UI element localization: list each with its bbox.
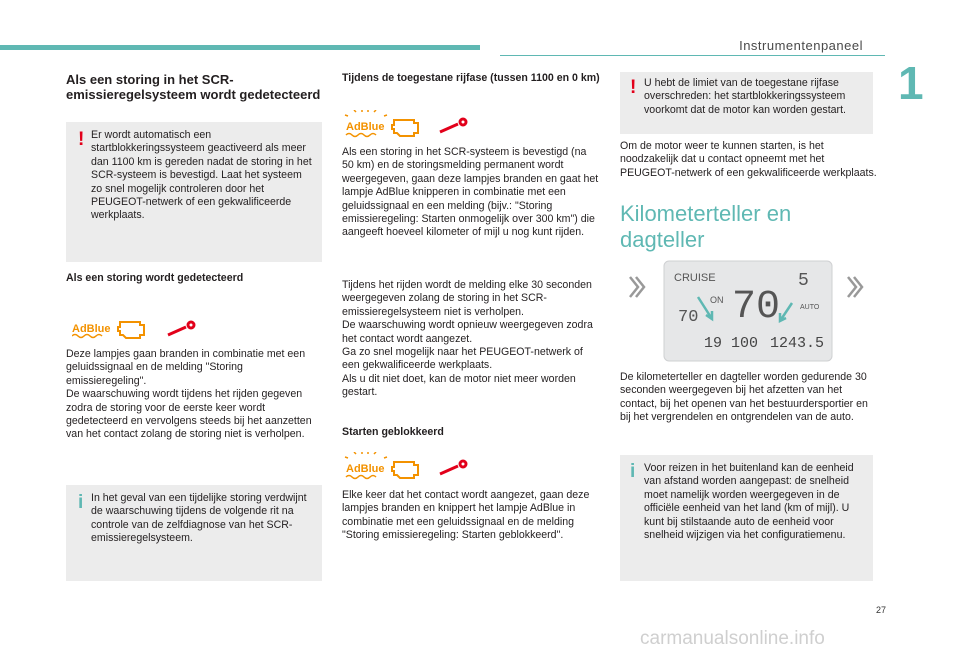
col1-info-box [66, 485, 322, 581]
auto-label: AUTO [800, 304, 820, 311]
col2-body3: Elke keer dat het contact wordt aangezet, gaan deze lampjes branden en knippert het lampje AdBlue in combinatie met een geluidssignaal en de melding "Storing emissieregeling: Starten geblokkeerd". [342, 489, 590, 542]
col1-body: Deze lampjes gaan branden in combinatie met een geluidssignaal en de melding "Storing emissieregeling". De waarschuwing wordt tijdens het rijden gegeven zodra de storing voor de eerste keer wordt gedetecteerd en vervolgens steeds bij het aanzetten van het contact zolang de storing niet is verholpen. [66, 348, 312, 441]
on-label: ON [710, 295, 724, 305]
col3-info-box [620, 455, 873, 581]
col3-section-title: Kilometerteller en dagteller [620, 201, 792, 252]
gear-indicator: 5 [798, 271, 809, 291]
col2-body2: Tijdens het rijden wordt de melding elke 30 seconden weergegeven zolang de storing in het SCR-emissieregelsysteem niet is verholpen. De waarschuwing wordt opnieuw weergegeven zodra het contact wordt aangezet. Ga zo snel mogelijk naar het PEUGEOT-netwerk of een gekwalificeerde werkplaats. Als u dit niet doet, kan de motor niet meer worden gestart. [342, 279, 593, 399]
col1-subtitle-wrap [66, 272, 321, 285]
engine-icon [392, 120, 418, 136]
col1-title: Als een storing in het SCR-emissieregelsysteem wordt gedetecteerd [66, 72, 321, 102]
col1-warning-icons [72, 315, 202, 341]
col3-warning-box [620, 72, 873, 134]
engine-icon [392, 462, 418, 478]
trip-meter: 19 100 [704, 335, 759, 352]
cruise-label: CRUISE [674, 272, 716, 284]
watermark: carmanualsonline.info [640, 628, 825, 649]
odometer-display-illustration [620, 255, 872, 367]
wrench-icon [440, 119, 466, 132]
speed-small: 70 [678, 308, 699, 327]
speed-big: 70 [732, 285, 781, 330]
warning-mark-icon: ! [630, 77, 637, 98]
col1-warning-text: Er wordt automatisch een startblokkeringssysteem geactiveerd als meer dan 1100 km is gereden nadat de storing in het SCR-systeem is bevestigd. Laat het systeem zo snel mogelijk controleren door het PEUGEOT-netwerk of een gekwalificeerde werkplaats. [91, 129, 312, 222]
wrench-icon [440, 461, 466, 474]
page-number: 27 [876, 605, 887, 615]
svg-text:AdBlue: AdBlue [346, 121, 385, 133]
top-accent-bar [0, 45, 480, 50]
svg-text:AdBlue: AdBlue [346, 463, 385, 475]
header-rule [500, 55, 885, 56]
col3-warning-text: U hebt de limiet van de toegestane rijfase overschreden: het startblokkeringssysteem voorkomt dat de motor kan worden gestart. [644, 77, 846, 116]
odometer: 1243.5 [770, 335, 825, 352]
chevron-right-icon [848, 277, 862, 297]
adblue-icon: AdBlue [72, 323, 111, 335]
info-mark-icon: i [78, 492, 84, 513]
col2-icons-2 [344, 452, 474, 478]
col1-warning-box [66, 122, 322, 262]
info-mark-icon: i [630, 461, 636, 482]
chevron-left-icon [630, 277, 644, 297]
col3-info-text: Voor reizen in het buitenland kan de eenheid van afstand worden aangepast: de snelheid moet namelijk worden weergegeven in de officiële eenheid van het land (km of mijl). U kunt bij stilstaande auto de eenheid voor snelheid wijzigen via het configuratiemenu. [644, 462, 854, 542]
warning-mark-icon: ! [78, 129, 85, 150]
col3-body2: De kilometerteller en dagteller worden gedurende 30 seconden weergegeven bij het afzetten van het contact, bij het openen van het bestuurdersportier en bij het vergrendelen en ontgrendelen van de auto. [620, 371, 868, 424]
adblue-blink-icon [345, 110, 387, 116]
col2-icons-1 [344, 110, 474, 136]
col3-body1: Om de motor weer te kunnen starten, is het noodzakelijk dat u contact opneemt met het PEUGEOT-netwerk of een gekwalificeerde werkplaats. [620, 140, 877, 179]
col2-subtitle2: Starten geblokkeerd [342, 426, 444, 438]
col2-body1: Als een storing in het SCR-systeem is bevestigd (na 50 km) en de storingsmelding permanent wordt weergegeven, gaan deze lampjes branden en gaat het lampje AdBlue knipperen in combinatie met een geluidssignaal en een melding (bijv.: "Storing emissieregeling: Starten onmogelijk over 300 km") die aangeeft hoeveel kilometer of mijl u nog kunt rijden. [342, 146, 599, 239]
wrench-icon [168, 322, 194, 335]
col1-info-text: In het geval van een tijdelijke storing verdwijnt de waarschuwing tijdens de volgende rit na controle van de zelfdiagnose van het SCR-emissieregelsysteem. [91, 492, 307, 545]
col1-subtitle: Als een storing wordt gedetecteerd [66, 272, 244, 284]
col2-subtitle1: Tijdens de toegestane rijfase (tussen 1100 en 0 km) [342, 72, 600, 84]
chapter-number: 1 [898, 57, 924, 109]
engine-icon [118, 322, 144, 338]
section-header: Instrumentenpaneel [739, 38, 863, 53]
